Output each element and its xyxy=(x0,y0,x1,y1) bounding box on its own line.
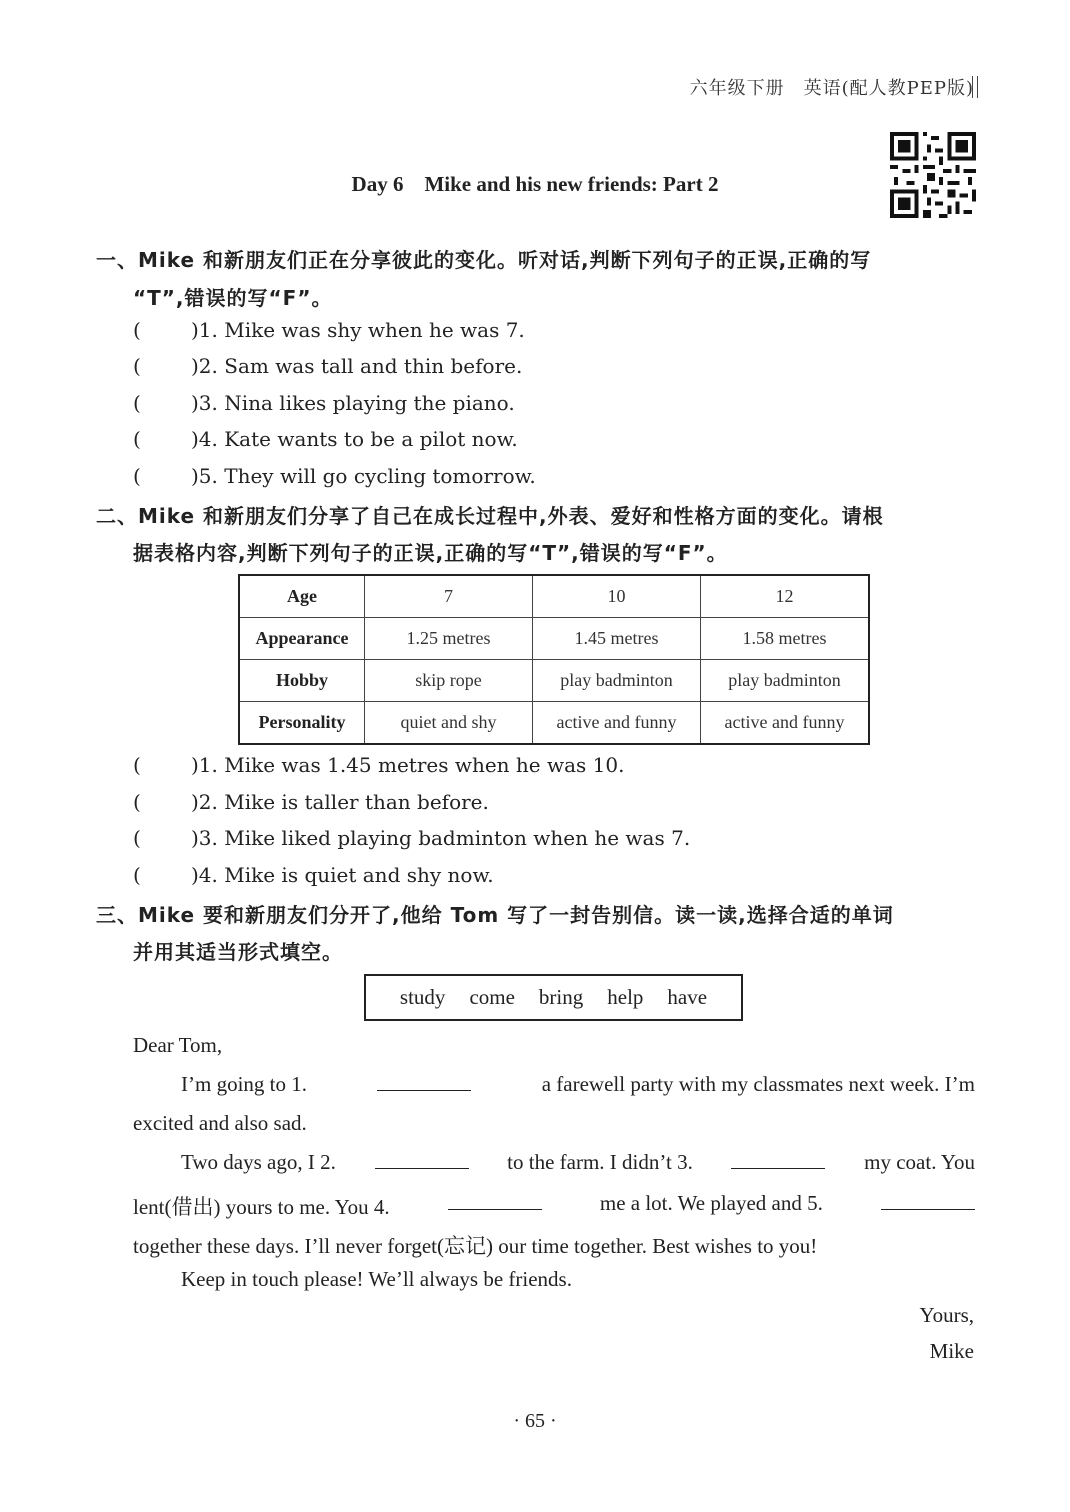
letter-line-4: lent(借出) yours to me. You 4. me a lot. We played and 5. xyxy=(133,1191,975,1221)
row-header: Hobby xyxy=(239,660,365,702)
section2-question-4: ( )4. Mike is quiet and shy now. xyxy=(133,863,494,887)
row-header: Personality xyxy=(239,702,365,745)
table-cell: 10 xyxy=(533,575,701,618)
table-cell: play badminton xyxy=(701,660,870,702)
blank-3[interactable] xyxy=(731,1150,825,1169)
section1-question-2: ( )2. Sam was tall and thin before. xyxy=(133,354,523,378)
section2-question-1: ( )1. Mike was 1.45 metres when he was 10. xyxy=(133,753,625,777)
letter-closing: Yours, xyxy=(919,1303,974,1327)
section1-question-1: ( )1. Mike was shy when he was 7. xyxy=(133,318,525,342)
word-bank-item: help xyxy=(607,985,644,1009)
table-row xyxy=(239,702,869,745)
table-cell: 7 xyxy=(365,575,533,618)
row-header: Age xyxy=(239,575,365,618)
table-cell: 12 xyxy=(701,575,870,618)
table-cell: quiet and shy xyxy=(365,702,533,745)
section2-question-2: ( )2. Mike is taller than before. xyxy=(133,790,489,814)
running-header: 六年级下册 英语(配人教PEP版) xyxy=(689,78,974,99)
table-cell: play badminton xyxy=(533,660,701,702)
section3-instruction-line2: 并用其适当形式填空。 xyxy=(133,940,343,964)
word-bank-item: study xyxy=(399,985,446,1009)
page-number: · 65 · xyxy=(513,1410,557,1432)
blank-4[interactable] xyxy=(448,1191,542,1210)
letter-line-3: Two days ago, I 2. to the farm. I didn’t 3. my coat. You xyxy=(181,1150,975,1174)
table-cell: active and funny xyxy=(533,702,701,745)
section1-question-4: ( )4. Kate wants to be a pilot now. xyxy=(133,427,518,451)
word-bank-item: come xyxy=(469,985,515,1009)
section2-instruction-line1: 二、Mike 和新朋友们分享了自己在成长过程中,外表、爱好和性格方面的变化。请根 xyxy=(96,504,884,528)
table-cell: skip rope xyxy=(365,660,533,702)
lesson-title: Day 6 Mike and his new friends: Part 2 xyxy=(351,172,719,196)
section3-instruction-line1: 三、Mike 要和新朋友们分开了,他给 Tom 写了一封告别信。读一读,选择合适的单词 xyxy=(96,903,894,927)
word-bank-item: bring xyxy=(538,985,584,1009)
blank-1[interactable] xyxy=(377,1072,471,1091)
table-cell: 1.45 metres xyxy=(533,618,701,660)
blank-2[interactable] xyxy=(375,1150,469,1169)
letter-line-5: together these days. I’ll never forget(忘记) our time together. Best wishes to you! xyxy=(133,1234,818,1258)
table-cell: 1.25 metres xyxy=(365,618,533,660)
letter-line-1: I’m going to 1. a farewell party with my classmates next week. I’m xyxy=(181,1072,975,1096)
section2-instruction-line2: 据表格内容,判断下列句子的正误,正确的写“T”,错误的写“F”。 xyxy=(133,541,728,565)
section1-instruction-line1: 一、Mike 和新朋友们正在分享彼此的变化。听对话,判断下列句子的正误,正确的写 xyxy=(96,248,872,272)
table-cell: 1.58 metres xyxy=(701,618,870,660)
table-row xyxy=(239,618,869,660)
letter-signature: Mike xyxy=(929,1339,974,1363)
section1-instruction-line2: “T”,错误的写“F”。 xyxy=(133,286,333,310)
letter-line-6: Keep in touch please! We’ll always be friends. xyxy=(181,1267,572,1291)
table-cell: active and funny xyxy=(701,702,870,745)
table-row xyxy=(239,575,869,618)
growth-table xyxy=(238,574,870,745)
section1-question-3: ( )3. Nina likes playing the piano. xyxy=(133,391,515,415)
letter-greeting: Dear Tom, xyxy=(133,1033,223,1057)
row-header: Appearance xyxy=(239,618,365,660)
table-row xyxy=(239,660,869,702)
header-divider xyxy=(972,76,978,98)
word-bank xyxy=(364,974,743,1021)
letter-line-2: excited and also sad. xyxy=(133,1111,307,1135)
section2-question-3: ( )3. Mike liked playing badminton when he was 7. xyxy=(133,826,691,850)
section1-question-5: ( )5. They will go cycling tomorrow. xyxy=(133,464,536,488)
word-bank-item: have xyxy=(667,985,708,1009)
blank-5[interactable] xyxy=(881,1191,975,1210)
